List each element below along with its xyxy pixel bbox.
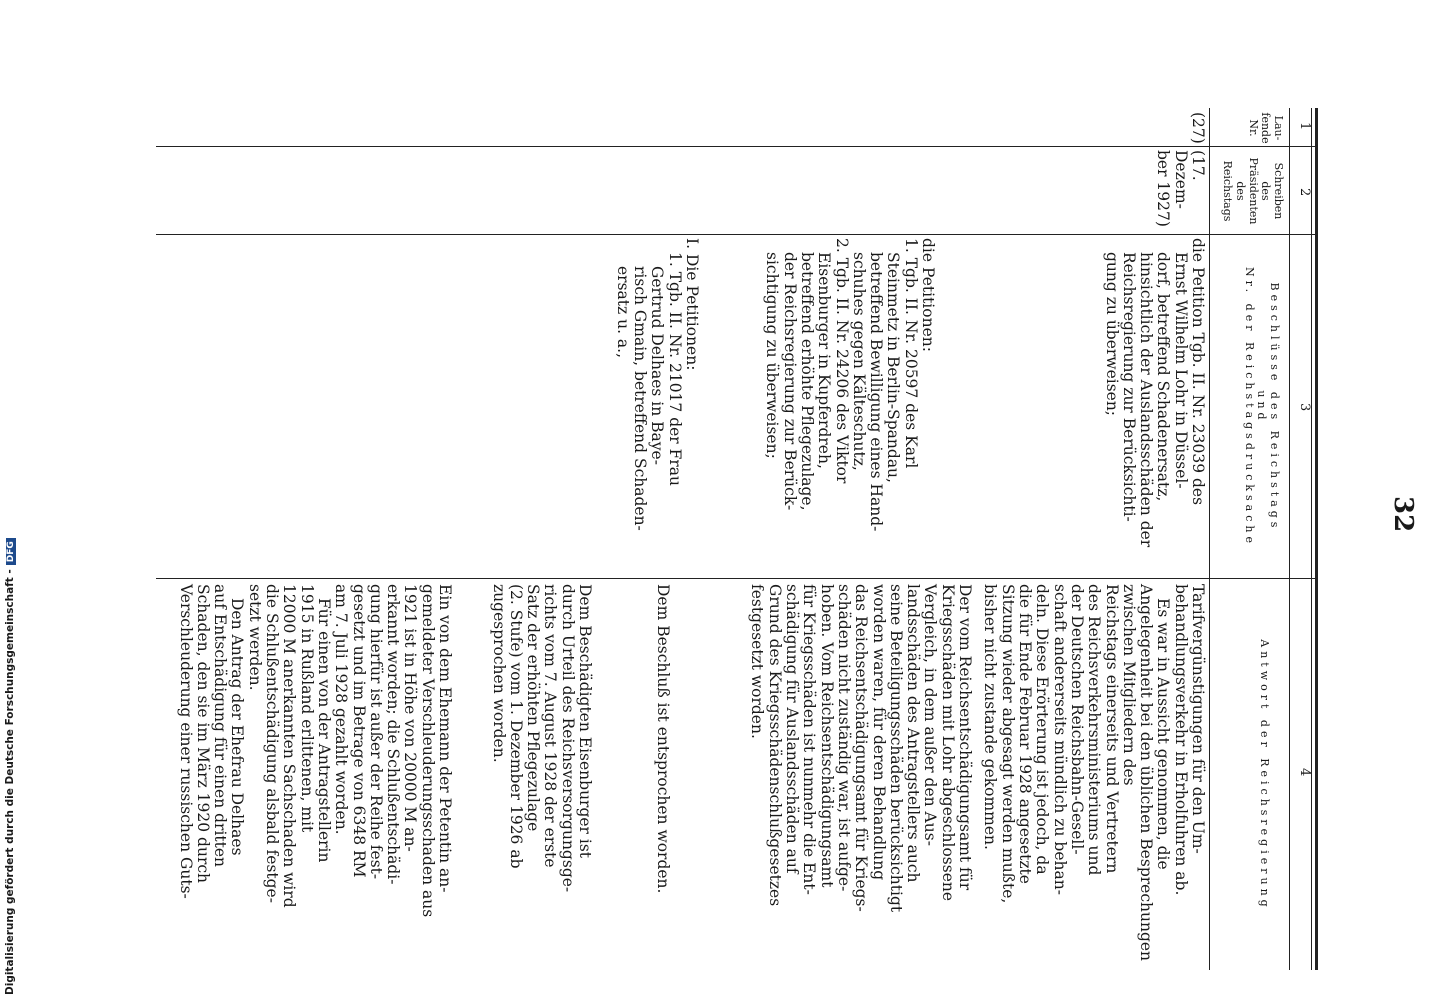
answer-eisenburger bbox=[489, 584, 593, 968]
answer-line: richts vom 7. August 1928 der erste bbox=[541, 584, 560, 868]
column-number-4: 4 bbox=[1297, 768, 1312, 777]
answer-line: Der vom Reichsentschädigungsamt für bbox=[956, 584, 974, 891]
answer-line: deln. Diese Erörterung ist jedoch, da bbox=[1033, 584, 1052, 875]
answer-line: schaft andererseits mündlich zu behan- bbox=[1050, 584, 1069, 895]
column-header-letter: Schreiben des Präsidenten des Reichstags bbox=[1221, 157, 1285, 225]
answer-line: durch Urteil des Reichsversorgungsge- bbox=[558, 584, 577, 893]
answer-line: Schaden, den sie im März 1920 durch bbox=[193, 584, 212, 884]
answer-line: gesetzt und im Betrage von 6348 RM bbox=[349, 584, 368, 878]
answer-line: 1915 in Rußland erlittenen, mit bbox=[297, 584, 316, 833]
resolution-line: die Petitionen: bbox=[919, 238, 937, 352]
answer-line: bisher nicht zustande gekommen. bbox=[981, 584, 1000, 850]
resolution-line: ersatz u. a., bbox=[613, 266, 632, 359]
answer-line: hoben. Vom Reichsentschädigungsamt bbox=[817, 584, 836, 888]
answer-line: Sitzung wieder abgesagt werden mußte, bbox=[998, 584, 1017, 904]
resolution-line: der Reichsregierung zur Berück- bbox=[780, 252, 799, 511]
column-number-rule bbox=[1289, 108, 1290, 970]
resolution-line: Steinmetz in Berlin-Spandau, bbox=[884, 252, 903, 483]
answer-line: Dem Beschluß ist entsprochen worden. bbox=[654, 584, 672, 894]
answer-lohr bbox=[748, 584, 973, 968]
resolution-line: I. Die Petitionen: bbox=[683, 238, 701, 371]
resolution-line: Eisenburger in Kupferdreh, bbox=[815, 252, 834, 469]
answer-line: zwischen Mitgliedern des bbox=[1119, 584, 1138, 786]
answer-line: des Reichsverkehrsministeriums und bbox=[1085, 584, 1104, 876]
column-header-answer: Antwort der Reichsregierung bbox=[1258, 639, 1271, 911]
answer-line: das Reichsentschädigungsamt für Kriegs- bbox=[852, 584, 871, 912]
rotated-page bbox=[156, 108, 1418, 970]
resolution-line: 2. Tgb. II. Nr. 24206 des Viktor bbox=[832, 238, 851, 484]
resolution-line: Ernst Wilhelm Lohr in Düssel- bbox=[1171, 252, 1190, 489]
column-header-resolutions-line1: Beschlüsse des Reichstags bbox=[1268, 282, 1281, 532]
answer-line: Es war in Aussicht genommen, die bbox=[1154, 598, 1173, 870]
footer bbox=[4, 541, 16, 995]
resolution-line: risch Gmain, betreffend Schaden- bbox=[631, 266, 650, 531]
answer-line: für Kriegsschäden ist nunmehr die Ent- bbox=[800, 584, 819, 895]
answer-line: zugesprochen worden. bbox=[489, 584, 508, 763]
answer-line: schäden nicht zuständig war, ist aufge- bbox=[834, 584, 853, 892]
answer-delhaes bbox=[176, 584, 453, 968]
answer-line: Satz der erhöhten Pflegezulage bbox=[524, 584, 543, 832]
answer-line: schädigung für Auslandsschäden auf bbox=[783, 584, 802, 874]
answer-line: 12000 M anerkannten Sachschaden wird bbox=[280, 584, 299, 908]
answer-line: Den Antrag der Ehefrau Delhaes bbox=[228, 598, 247, 856]
answer-line: Vergleich, in dem außer den Aus- bbox=[921, 584, 940, 846]
answer-line: setzt werden. bbox=[245, 584, 264, 691]
answer-line: Grund des Kriegsschädenschlußgesetzes bbox=[765, 584, 784, 907]
answer-line: Kriegsschäden mit Lohr abgeschlossene bbox=[938, 584, 957, 902]
row-date bbox=[1154, 150, 1206, 234]
answer-line: gung hierfür ist außer der Reihe fest- bbox=[366, 584, 385, 880]
resolution-delhaes bbox=[614, 238, 700, 576]
answer-line: Ein von dem Ehemann der Petentin an- bbox=[436, 584, 454, 893]
answer-line: landsschäden des Antragstellers auch bbox=[904, 584, 923, 883]
column-number-3: 3 bbox=[1297, 403, 1312, 412]
resolution-line: Gertrud Delhaes in Baye- bbox=[648, 266, 667, 465]
column-header-resolutions bbox=[1242, 236, 1280, 578]
answer-line: die für Ende Februar 1928 angesetzte bbox=[1016, 584, 1035, 884]
answer-line: worden waren, für deren Behandlung bbox=[869, 584, 888, 881]
resolution-line: hinsichtlich der Auslandsschäden der bbox=[1137, 252, 1156, 548]
answer-line: 1921 ist in Höhe von 20000 M an- bbox=[401, 584, 420, 852]
answer-line: (2. Stufe) vom 1. Dezember 1926 ab bbox=[506, 584, 525, 869]
answer-line: Verschleuderung einer russischen Guts- bbox=[176, 584, 195, 899]
resolution-line: betreffend erhöhte Pflegezulage, bbox=[797, 252, 816, 511]
resolution-line: die Petition Tgb. II. Nr. 23039 des bbox=[1189, 238, 1207, 506]
resolution-line: gung zu überweisen; bbox=[1102, 252, 1121, 417]
column-divider-1 bbox=[156, 146, 1318, 147]
resolution-line: betreffend Bewilligung eines Hand- bbox=[867, 252, 886, 532]
answer-line: Reichstags einerseits und Vertretern bbox=[1102, 584, 1121, 874]
answer-line: seine Beteiligungsschäden berücksichtigt bbox=[886, 584, 905, 913]
row-date-line1: (17. Dezem- bbox=[1171, 150, 1207, 209]
column-header-resolutions-line3: Nr. der Reichstagsdrucksache bbox=[1242, 266, 1256, 547]
answer-line: gemeldeter Verschleuderungsschaden aus bbox=[418, 584, 437, 918]
answer-line: Tarifvergünstigungen für den Um- bbox=[1189, 584, 1207, 854]
answer-line: Angelegenheit bei den üblichen Besprechungen bbox=[1137, 584, 1156, 962]
page-number: 32 bbox=[1388, 496, 1418, 533]
column-header-resolutions-line2: und bbox=[1255, 390, 1269, 424]
column-divider-2 bbox=[156, 234, 1318, 235]
answer-line: Für einen von der Antragstellerin bbox=[314, 598, 333, 863]
resolution-line: 1. Tgb. II. Nr. 20597 des Karl bbox=[901, 238, 920, 469]
resolution-line: sichtigung zu überweisen; bbox=[763, 252, 782, 459]
answer-line: auf Entschädigung für einen dritten bbox=[211, 584, 230, 868]
row-date-line2: ber 1927) bbox=[1154, 150, 1173, 227]
dfg-logo-badge: DFG bbox=[6, 538, 16, 565]
column-divider-3 bbox=[156, 578, 1318, 579]
resolution-line: schuhes gegen Kälteschutz, bbox=[849, 252, 868, 471]
column-header-number: Lau- fende Nr. bbox=[1246, 112, 1285, 144]
column-number-1: 1 bbox=[1297, 122, 1312, 131]
answer-line: erkannt worden; die Schlußentschädi- bbox=[384, 584, 403, 885]
answer-line: Dem Beschädigten Eisenburger ist bbox=[576, 584, 594, 859]
answer-steinmetz bbox=[654, 584, 671, 968]
resolution-line: dorf, betreffend Schadenersatz, bbox=[1154, 252, 1173, 502]
header-rule bbox=[1209, 108, 1210, 970]
answer-tariff bbox=[981, 584, 1206, 968]
answer-line: der Deutschen Reichsbahn-Gesell- bbox=[1067, 584, 1086, 855]
resolution-petitions-group bbox=[763, 238, 936, 576]
table-top-rule-thin bbox=[1311, 108, 1312, 970]
resolution-lohr bbox=[1102, 238, 1206, 576]
answer-line: festgesetzt worden. bbox=[748, 584, 767, 739]
row-number: (27) bbox=[1189, 112, 1207, 144]
footer-credit: Digitalisierung gefördert durch die Deutsche Forschungsgemeinschaft - bbox=[4, 569, 16, 995]
answer-line: am 7. Juli 1928 gezahlt worden. bbox=[332, 584, 351, 835]
answer-line: behandlungsverkehr in Erholfuhren ab. bbox=[1171, 584, 1190, 896]
answer-line: die Schlußentschädigung alsbald festge- bbox=[263, 584, 282, 903]
resolution-line: 1. Tgb. II. Nr. 21017 der Frau bbox=[665, 252, 684, 487]
column-number-2: 2 bbox=[1297, 188, 1312, 197]
table-top-rule bbox=[1315, 108, 1318, 970]
footer-text-wrap bbox=[4, 538, 16, 995]
resolution-line: Reichsregierung zur Berücksichti- bbox=[1119, 252, 1138, 522]
